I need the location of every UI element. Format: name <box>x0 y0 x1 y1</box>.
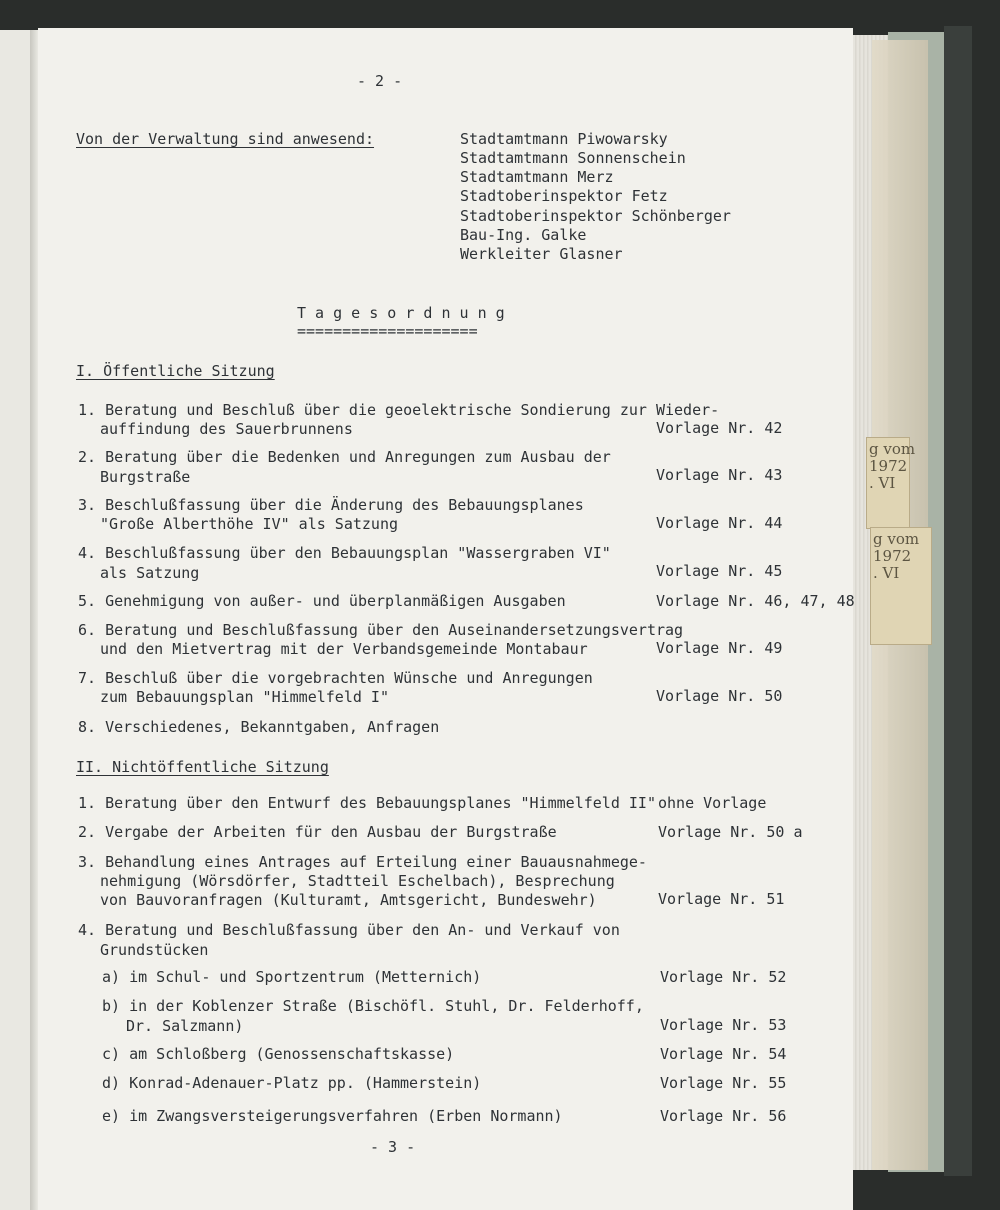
agenda-item-ref: Vorlage Nr. 43 <box>656 466 783 484</box>
agenda-item-text: 1. Beratung und Beschluß über die geoelektrische Sondierung zur Wieder- <box>78 401 720 419</box>
agenda-item-text: 5. Genehmigung von außer- und überplanmäßigen Ausgaben <box>78 592 566 610</box>
agenda-item-text: und den Mietvertrag mit der Verbandsgemeinde Montabaur <box>100 640 588 658</box>
agenda-subitem-text: e) im Zwangsversteigerungsverfahren (Erben Normann) <box>102 1107 563 1125</box>
agenda-item-text: 3. Beschlußfassung über die Änderung des Bebauungsplanes <box>78 496 584 514</box>
agenda-title: T a g e s o r d n u n g <box>297 304 505 322</box>
present-heading: Von der Verwaltung sind anwesend: <box>76 130 375 148</box>
present-name: Stadtamtmann Piwowarsky <box>460 130 668 148</box>
agenda-item-ref: Vorlage Nr. 49 <box>656 639 783 657</box>
present-name: Stadtamtmann Merz <box>460 168 614 186</box>
agenda-item-text: auffindung des Sauerbrunnens <box>100 420 353 438</box>
binder-cover-left <box>0 30 34 1210</box>
present-name: Bau-Ing. Galke <box>460 226 587 244</box>
agenda-item-text: 4. Beschlußfassung über den Bebauungsplan "Wassergraben VI" <box>78 544 611 562</box>
page-number-bottom: - 3 - <box>370 1138 416 1156</box>
agenda-item-ref: Vorlage Nr. 50 <box>656 687 783 705</box>
agenda-item-text: nehmigung (Wörsdörfer, Stadtteil Eschelbach), Besprechung <box>100 872 615 890</box>
agenda-item-text: 6. Beratung und Beschlußfassung über den Auseinandersetzungsvertrag <box>78 621 684 639</box>
present-name: Stadtoberinspektor Fetz <box>460 187 668 205</box>
agenda-item-text: 3. Behandlung eines Antrages auf Erteilung einer Bauausnahmege- <box>78 853 647 871</box>
agenda-item-text: "Große Alberthöhe IV" als Satzung <box>100 515 399 533</box>
agenda-title-rule: ==================== <box>297 322 478 340</box>
agenda-item-ref: Vorlage Nr. 50 a <box>658 823 803 841</box>
agenda-subitem-text: b) in der Koblenzer Straße (Bischöfl. Stuhl, Dr. Felderhoff, <box>102 997 644 1015</box>
agenda-item-text: zum Bebauungsplan "Himmelfeld I" <box>100 688 389 706</box>
private-section-heading: II. Nichtöffentliche Sitzung <box>76 758 329 776</box>
present-name: Stadtamtmann Sonnenschein <box>460 149 686 167</box>
present-name: Stadtoberinspektor Schönberger <box>460 207 731 225</box>
agenda-item-ref: Vorlage Nr. 46, 47, 48 <box>656 592 855 610</box>
agenda-item-text: 1. Beratung über den Entwurf des Bebauungsplanes "Himmelfeld II" <box>78 794 656 812</box>
agenda-item-text: Grundstücken <box>100 941 209 959</box>
agenda-item-ref: Vorlage Nr. 55 <box>660 1074 787 1092</box>
agenda-item-ref: Vorlage Nr. 56 <box>660 1107 787 1125</box>
agenda-subitem-text: d) Konrad-Adenauer-Platz pp. (Hammerstein) <box>102 1074 482 1092</box>
present-name: Werkleiter Glasner <box>460 245 623 263</box>
agenda-subitem-text: c) am Schloßberg (Genossenschaftskasse) <box>102 1045 455 1063</box>
agenda-subitem-text: a) im Schul- und Sportzentrum (Metternich) <box>102 968 482 986</box>
page-number-top: - 2 - <box>357 72 403 90</box>
index-tab: g vom 1972 . VI <box>866 437 910 529</box>
index-tab: g vom 1972 . VI <box>870 527 932 645</box>
agenda-item-text: 8. Verschiedenes, Bekanntgaben, Anfragen <box>78 718 440 736</box>
agenda-item-text: 4. Beratung und Beschlußfassung über den An- und Verkauf von <box>78 921 620 939</box>
public-section-heading: I. Öffentliche Sitzung <box>76 362 275 380</box>
agenda-item-ref: Vorlage Nr. 52 <box>660 968 787 986</box>
agenda-item-ref: Vorlage Nr. 51 <box>658 890 785 908</box>
agenda-item-ref: Vorlage Nr. 45 <box>656 562 783 580</box>
agenda-item-text: 2. Beratung über die Bedenken und Anregungen zum Ausbau der <box>78 448 611 466</box>
agenda-item-text: von Bauvoranfragen (Kulturamt, Amtsgericht, Bundeswehr) <box>100 891 597 909</box>
agenda-subitem-text: Dr. Salzmann) <box>126 1017 244 1035</box>
agenda-item-text: 2. Vergabe der Arbeiten für den Ausbau der Burgstraße <box>78 823 557 841</box>
agenda-item-text: als Satzung <box>100 564 200 582</box>
agenda-item-ref: Vorlage Nr. 44 <box>656 514 783 532</box>
agenda-item-ref: Vorlage Nr. 42 <box>656 419 783 437</box>
agenda-item-text: 7. Beschluß über die vorgebrachten Wünsche und Anregungen <box>78 669 593 687</box>
binder-hinge <box>944 26 972 1176</box>
agenda-item-ref: Vorlage Nr. 53 <box>660 1016 787 1034</box>
agenda-item-ref: ohne Vorlage <box>658 794 767 812</box>
agenda-item-ref: Vorlage Nr. 54 <box>660 1045 787 1063</box>
agenda-item-text: Burgstraße <box>100 468 191 486</box>
